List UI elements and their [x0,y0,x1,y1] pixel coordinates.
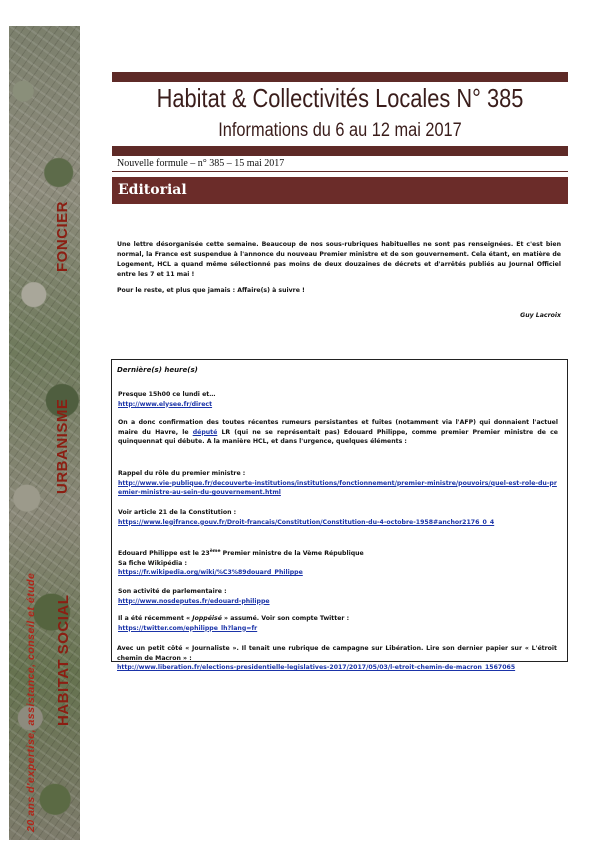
vie-publique-link[interactable]: http://www.vie-publique.fr/decouverte-institutions/institutions/fonctionnement/premier-ministre/pouvoirs/quel-est-role-du-premier-ministre-au-sein-du-gouvernement.html [118,479,557,496]
depute-link[interactable]: député [192,428,218,436]
news-item [118,390,558,409]
strip-label-foncier: FONCIER [54,201,71,272]
news-text: Son activité de parlementaire : [118,588,227,595]
editorial-body [117,240,561,296]
news-item [118,508,558,527]
page-subtitle: Informations du 6 au 12 mai 2017 [218,120,462,141]
news-item [118,469,558,498]
news-text [118,418,558,447]
nosdeputes-link[interactable]: http://www.nosdeputes.fr/edouard-philippe [118,597,270,605]
header-bottom-rule [112,146,568,156]
superscript: ème [209,549,221,554]
liberation-link[interactable]: http://www.liberation.fr/elections-presidentielle-legislatives-2017/2017/05/03/l-etroit-chemin-de-macron_1567065 [117,664,516,671]
news-text-part: » assumé. Voir son compte Twitter : [221,615,350,622]
header-top-rule [112,72,568,82]
news-item [118,418,558,447]
wikipedia-link[interactable]: https://fr.wikipedia.org/wiki/%C3%89douard_Philippe [118,569,303,577]
editorial-signature: Guy Lacroix [520,312,561,319]
issue-line: Nouvelle formule – n° 385 – 15 mai 2017 [117,158,285,169]
page-title: Habitat & Collectivités Locales N° 385 [156,83,524,113]
aerial-photo-strip [9,26,80,840]
news-text [118,547,558,559]
strip-label-habitat-social: HABITAT SOCIAL [55,594,72,726]
news-text: Rappel du rôle du premier ministre : [118,470,246,477]
news-item [118,587,558,606]
news-text-part: Il a été récemment « [118,615,193,622]
news-text: Presque 15h00 ce lundi et… [118,391,216,398]
latest-news-box [111,359,568,662]
news-text [118,614,558,624]
news-text-italic: Joppéisé [192,615,222,622]
news-text-part: Edouard Philippe est le 23 [118,550,210,558]
editorial-paragraph: Une lettre désorganisée cette semaine. Beaucoup de nos sous-rubriques habituelles ne sont pas renseignées. Et c'est bien normal, la France est suspendue à l'annonce du nouveau Premier ministre et de son gouvernement. Cela étant, en matière de Logement, HCL a quand même sélectionné pas moins de deux douzaines de décrets et d'arrêtés publiés au Journal Officiel entre les 7 et 11 mai ! [117,241,561,278]
legifrance-link[interactable]: https://www.legifrance.gouv.fr/Droit-francais/Constitution/Constitution-du-4-octobre-1958#anchor2176_0_4 [118,518,495,526]
news-item [118,547,558,578]
twitter-link[interactable]: https://twitter.com/ephilippe_lh?lang=fr [118,624,258,632]
box-title: Dernière(s) heure(s) [117,366,198,374]
strip-tagline: 20 ans d'expertise, assistance, conseil et étude [25,572,37,832]
news-item [117,644,557,673]
issue-divider [112,171,568,172]
elysee-link[interactable]: http://www.elysee.fr/direct [118,400,213,408]
editorial-heading: Editorial [118,182,187,198]
news-text-part: Premier ministre de la Vème République [220,550,364,558]
news-text-part: LR (qui ne se représentait pas) Edouard Philippe, comme premier Premier ministre de ce quinquennat qui débute. A la manière HCL, et dans l'urgence, quelques éléments : [118,428,558,445]
news-text: Voir article 21 de la Constitution : [118,509,237,516]
news-text: Sa fiche Wikipédia : [118,559,187,567]
strip-label-urbanisme: URBANISME [54,398,71,494]
news-text: Avec un petit côté « Journaliste ». Il tenait une rubrique de campagne sur Libération. Lire son dernier papier sur « L'étroit chemin de Macron » : [117,645,557,662]
news-text-part: On a donc confirmation des toutes récentes rumeurs persistantes et fuites (notamment via l'AFP) qui donnaient l'actuel maire du Havre, le [118,419,558,436]
news-item [118,614,558,633]
editorial-paragraph: Pour le reste, et plus que jamais : Affaire(s) à suivre ! [117,287,305,294]
editorial-banner [112,177,568,204]
